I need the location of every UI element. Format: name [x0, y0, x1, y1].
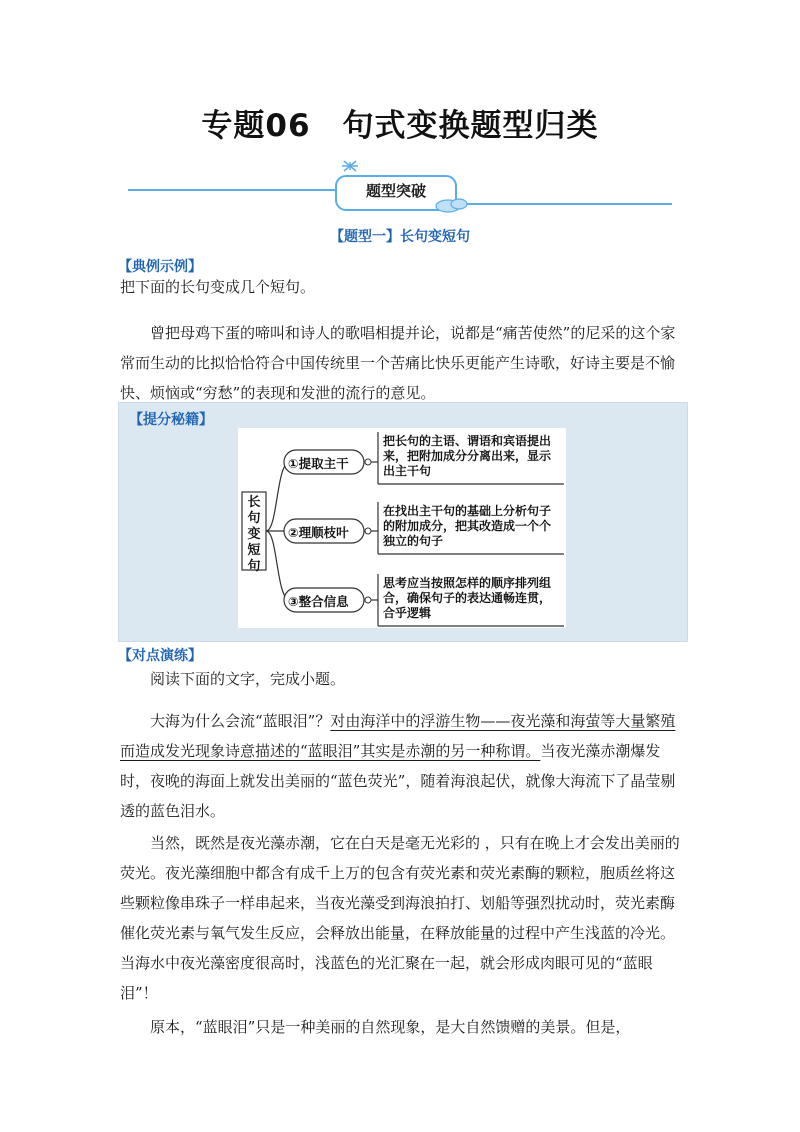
sparkle-icon: [342, 161, 358, 171]
example-instruction: 把下面的长句变成几个短句。: [120, 278, 316, 296]
page-title: 专题06 句式变换题型归类: [201, 108, 599, 144]
example-sentence: 曾把母鸡下蛋的啼叫和诗人的歌唱相提并论，说都是“痛苦使然”的尼采的这个家常而生动的比拟恰恰符合中国传统里一个苦痛比快乐更能产生诗歌，好诗主要是不愉快、烦恼或“穷愁”的表现和发泄的流行的意见。: [120, 324, 676, 402]
banner-label: 题型突破: [365, 182, 426, 200]
passage-paragraph-3: 原本，“蓝眼泪”只是一种美丽的自然现象，是大自然馈赠的美景。但是，: [150, 1018, 631, 1036]
practice-label: 【对点演练】: [118, 648, 202, 664]
section-heading: 【题型一】长句变短句: [330, 229, 470, 245]
passage-paragraph-2: 当然，既然是夜光藻赤潮，它在白天是毫无光彩的 ，只有在晚上才会发出美丽的荧光。夜光藻细胞中都含有成千上万的包含有荧光素和荧光素酶的颗粒，胞质丝将这些颗粒像串珠子一样串起来，当夜光藻受到海浪拍打、划船等强烈扰动时，荧光素酶催化荧光素与氧气发生反应，会释放出能量，在释放能量的过程中产生浅蓝的冷光。当海水中夜光藻密度很高时，浅蓝色的光汇聚在一起，就会形成肉眼可见的“蓝眼泪”！: [120, 834, 680, 1002]
mind-map-text-2: 在找出主干句的基础上分析句子的附加成分，把其改造成一个个独立的句子: [383, 504, 552, 548]
mind-map-root: 长句变短句: [247, 495, 261, 574]
mind-map-node-2: ②理顺枝叶: [288, 525, 349, 540]
mind-map-text-1: 把长句的主语、谓语和宾语提出来，把附加成分分离出来，显示出主干句: [383, 434, 552, 478]
passage-underlined-sentence: 对由海洋中的浮游生物——夜光藻和海萤等大量繁殖而造成发光现象诗意描述的“蓝眼泪”其实是赤潮的另一种称谓。: [120, 712, 676, 760]
mind-map-node-1: ①提取主干: [288, 456, 349, 471]
example-label: 【典例示例】: [118, 259, 202, 275]
passage-paragraph-1: [120, 706, 685, 826]
mind-map: [238, 428, 566, 628]
mind-map-text-3: 思考应当按照怎样的顺序排列组合，确保句子的表达通畅连贯，合乎逻辑: [383, 576, 552, 620]
passage-rest: 当夜光藻赤潮爆发时，夜晚的海面上就发出美丽的“蓝色荧光”，随着海浪起伏，就像大海流下了晶莹剔透的蓝色泪水。: [120, 742, 676, 820]
passage-lead: 大海为什么会流“蓝眼泪”？: [150, 712, 331, 730]
section-banner: [128, 158, 672, 214]
tips-label: 【提分秘籍】: [129, 412, 213, 428]
mind-map-node-3: ③整合信息: [288, 594, 349, 609]
practice-instruction: 阅读下面的文字，完成小题。: [150, 670, 346, 688]
